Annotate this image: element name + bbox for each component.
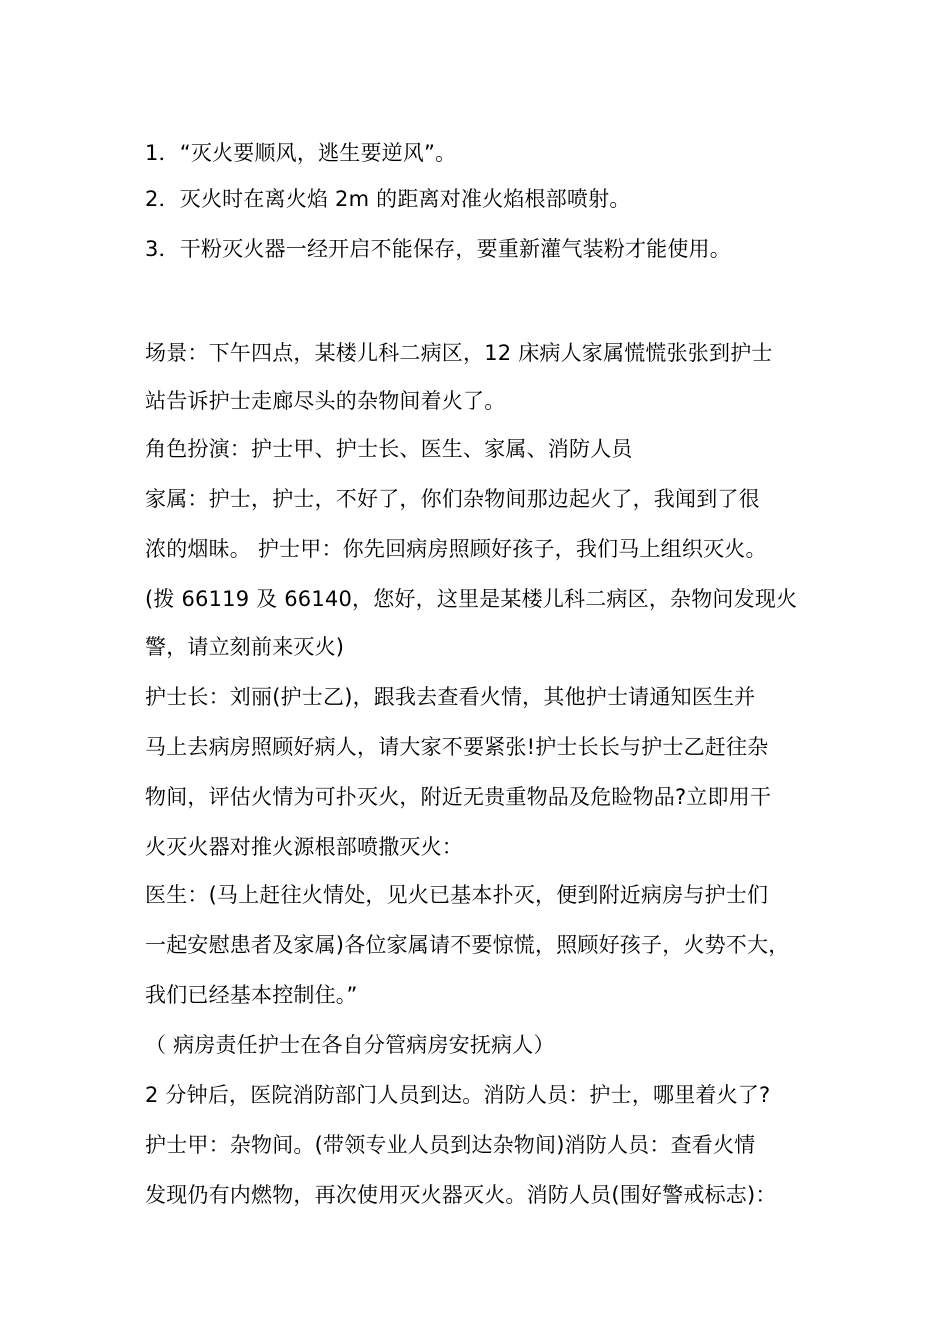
tip-line-1: 1．“灭火要顺风，逃生要逆风”。 bbox=[145, 141, 457, 165]
roles-line: 角色扮演：护士甲、护士长、医生、家属、消防人员 bbox=[145, 437, 633, 461]
doctor-line-1: 医生：(马上赶往火情处，见火已基本扑灭，便到附近病房与护士们 bbox=[145, 883, 769, 907]
head-nurse-line-4: 火灭火器对推火源根部喷撒灭火： bbox=[145, 835, 463, 859]
family-line-2: 浓的烟昧。 护士甲：你先回病房照顾好孩子，我们马上组织灭火。 bbox=[145, 537, 767, 561]
nurses-note-line: （ 病房责任护士在各自分管病房安抚病人） bbox=[145, 1033, 555, 1057]
doctor-line-2: 一起安慰患者及家属)各位家属请不要惊慌，照顾好孩子，火势不大， bbox=[145, 933, 790, 957]
tip-line-3: 3．干粉灭火器一经开启不能保存，要重新灌气装粉才能使用。 bbox=[145, 237, 731, 261]
head-nurse-line-2: 马上去病房照顾好病人，请大家不要紧张!护士长长与护士乙赶往杂 bbox=[145, 735, 769, 759]
firefighter-line-1: 2 分钟后，医院消防部门人员到达。消防人员：护士，哪里着火了? bbox=[145, 1083, 771, 1107]
family-line-1: 家属：护士，护士，不好了，你们杂物间那边起火了，我闻到了很 bbox=[145, 487, 760, 511]
scene-line-1: 场景：下午四点，某楼儿科二病区，12 床病人家属慌慌张张到护士 bbox=[145, 341, 773, 365]
scene-line-2: 站告诉护士走廊尽头的杂物间着火了。 bbox=[145, 389, 506, 413]
firefighter-line-2: 护士甲：杂物间。(带领专业人员到达杂物间)消防人员：查看火情 bbox=[145, 1133, 756, 1157]
head-nurse-line-3: 物间，评估火情为可扑灭火，附近无贵重物品及危睑物品?立即用干 bbox=[145, 785, 772, 809]
call-line-1: (拨 66119 及 66140，您好，这里是某楼儿科二病区，杂物问发现火 bbox=[145, 587, 798, 611]
call-line-2: 警，请立刻前来灭火) bbox=[145, 635, 345, 659]
head-nurse-line-1: 护士长：刘丽(护士乙)，跟我去查看火情，其他护士请通知医生并 bbox=[145, 685, 756, 709]
firefighter-line-3: 发现仍有内燃物，再次使用灭火器灭火。消防人员(围好警戒标志)： bbox=[145, 1183, 777, 1207]
tip-line-2: 2．灭火时在离火焰 2m 的距离对准火焰根部喷射。 bbox=[145, 187, 631, 211]
doctor-line-3: 我们已经基本控制住。” bbox=[145, 983, 358, 1007]
